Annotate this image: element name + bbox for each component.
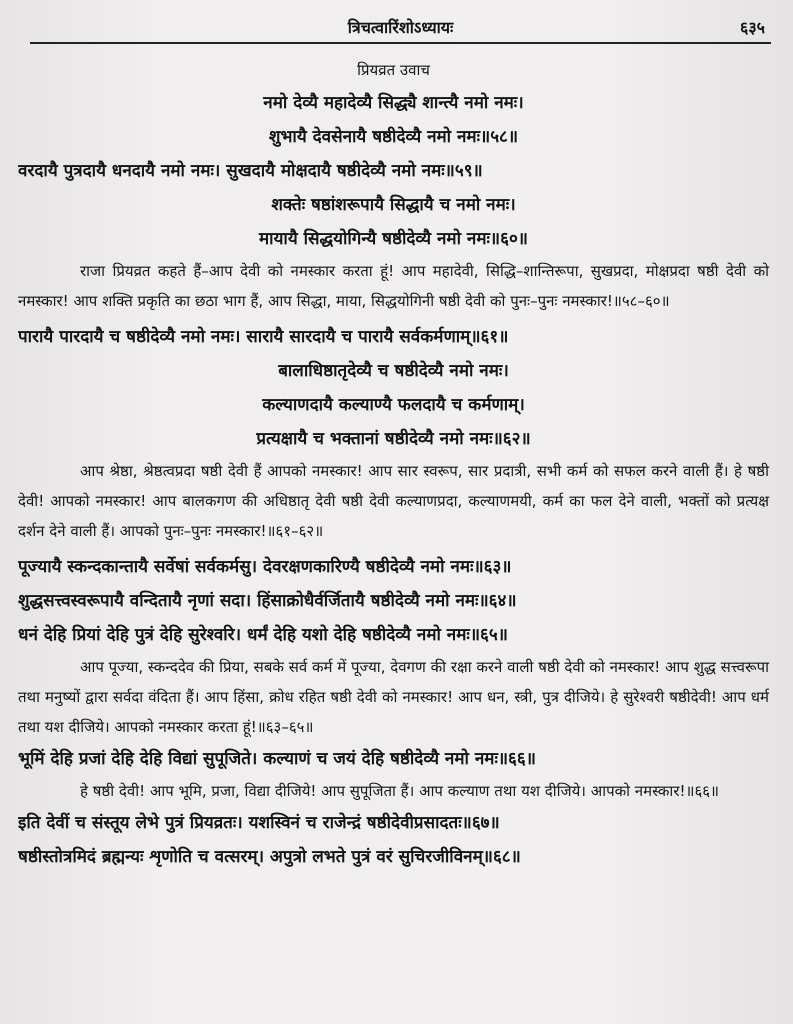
verse-line: पारायै पारदायै च षष्ठीदेव्यै नमो नमः। सारायै सारदायै च पारायै सर्वकर्मणाम्॥६१॥ xyxy=(18,327,509,347)
page-header xyxy=(30,8,771,44)
verse-line: कल्याणदायै कल्याण्यै फलदायै च कर्मणाम्। xyxy=(262,395,525,415)
verse-line: प्रत्यक्षायै च भक्तानां षष्ठीदेव्यै नमो नमः॥६२॥ xyxy=(256,429,531,449)
verse-line: बालाधिष्ठातृदेव्यै च षष्ठीदेव्यै नमो नमः। xyxy=(278,361,509,381)
translation-paragraph: आप श्रेष्ठा, श्रेष्ठत्वप्रदा षष्ठी देवी हैं आपको नमस्कार! आप सार स्वरूप, सार प्रदात्री, सभी कर्म को सफल करने वाली हैं। हे षष्ठी देवी! आपको नमस्कार! आप बालकगण की अधिष्ठातृ देवी षष्ठी देवी कल्याणप्रदा, कल्याणमयी, कर्म का फल देने वाली, भक्तों को प्रत्यक्ष दर्शन देने वाली हैं। आपको पुनः–पुनः नमस्कार!॥६१–६२॥ xyxy=(18,462,769,540)
verse-line: वरदायै पुत्रदायै धनदायै नमो नमः। सुखदायै मोक्षदायै षष्ठीदेव्यै नमो नमः॥५९॥ xyxy=(18,161,483,181)
verse-line: शक्तेः षष्ठांशरूपायै सिद्धायै च नमो नमः। xyxy=(271,195,516,215)
page-content xyxy=(18,60,769,874)
page-number: ६३५ xyxy=(740,18,765,37)
verse-line: इति देवीं च संस्तूय लेभे पुत्रं प्रियव्रतः। यशस्विनं च राजेन्द्रं षष्ठीदेवीप्रसादतः॥६७॥ xyxy=(18,813,500,833)
chapter-title: त्रिचत्वारिंशोऽध्यायः xyxy=(347,18,454,37)
verse-line: भूमिं देहि प्रजां देहि देहि विद्यां सुपूजिते। कल्याणं च जयं देहि षष्ठीदेव्यै नमो नमः॥६६॥ xyxy=(18,749,536,769)
verse-line: शुभायै देवसेनायै षष्ठीदेव्यै नमो नमः॥५८॥ xyxy=(268,127,519,147)
verse-line: षष्ठीस्तोत्रमिदं ब्रह्मन्यः शृणोति च वत्सरम्। अपुत्रो लभते पुत्रं वरं सुचिरजीविनम्॥६८॥ xyxy=(18,847,521,867)
translation-paragraph: राजा प्रियव्रत कहते हैं–आप देवी को नमस्कार करता हूं! आप महादेवी, सिद्धि–शान्तिरूपा, सुखप्रदा, मोक्षप्रदा षष्ठी देवी को नमस्कार! आप शक्ति प्रकृति का छठा भाग हैं, आप सिद्धा, माया, सिद्धयोगिनी षष्ठी देवी को पुनः–पुनः नमस्कार!॥५८–६०॥ xyxy=(18,262,769,310)
translation-paragraph: हे षष्ठी देवी! आप भूमि, प्रजा, विद्या दीजिये! आप सुपूजिता हैं। आप कल्याण तथा यश दीजिये। आपको नमस्कार!॥६६॥ xyxy=(80,782,720,800)
translation-paragraph: आप पूज्या, स्कन्ददेव की प्रिया, सबके सर्व कर्म में पूज्या, देवगण की रक्षा करने वाली षष्ठी देवी को नमस्कार! आप शुद्ध सत्त्वरूपा तथा मनुष्यों द्वारा सर्वदा वंदिता हैं। आप हिंसा, क्रोध रहित षष्ठी देवी को नमस्कार! आप धन, स्त्री, पुत्र दीजिये। हे सुरेश्वरी षष्ठीदेवी! आप धर्म तथा यश दीजिये। आपको नमस्कार करता हूं!॥६३–६५॥ xyxy=(18,658,769,736)
verse-line: शुद्धसत्त्वस्वरूपायै वन्दितायै नृणां सदा। हिंसाक्रोधैर्वर्जितायै षष्ठीदेव्यै नमो नमः॥६४॥ xyxy=(18,591,517,611)
verse-line: नमो देव्यै महादेव्यै सिद्ध्यै शान्त्यै नमो नमः। xyxy=(263,93,524,113)
verse-line: पूज्यायै स्कन्दकान्तायै सर्वेषां सर्वकर्मसु। देवरक्षणकारिण्यै षष्ठीदेव्यै नमो नमः॥६३॥ xyxy=(18,557,512,577)
speaker-heading: प्रियव्रत उवाच xyxy=(357,61,430,79)
verse-line: मायायै सिद्धयोगिन्यै षष्ठीदेव्यै नमो नमः॥६०॥ xyxy=(259,229,528,249)
verse-line: धनं देहि प्रियां देहि पुत्रं देहि सुरेश्वरि। धर्मं देहि यशो देहि षष्ठीदेव्यै नमो नमः॥६५॥ xyxy=(18,625,508,645)
